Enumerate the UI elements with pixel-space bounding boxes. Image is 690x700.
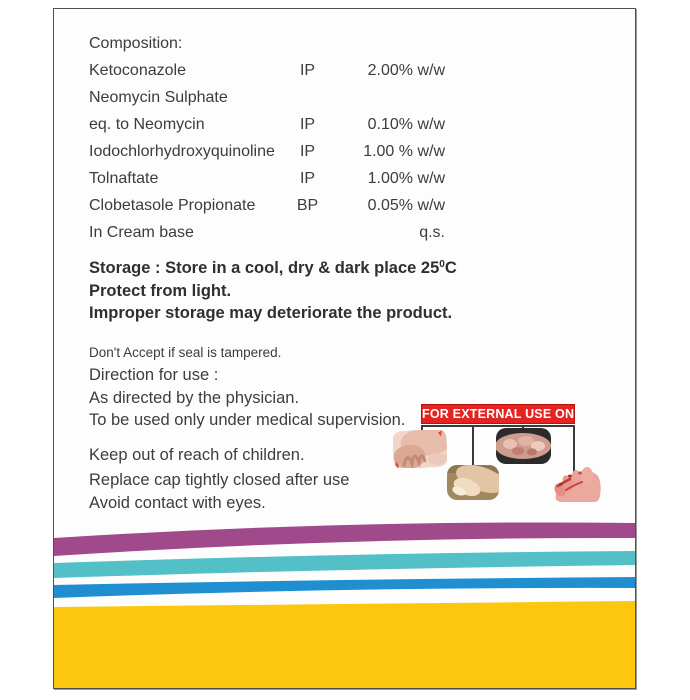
ingredient-strength: 1.00 % w/w — [363, 143, 445, 160]
ingredient-name: Tolnaftate — [89, 170, 159, 187]
ingredient-grade — [290, 219, 325, 246]
ingredient-name: Ketoconazole — [89, 62, 186, 79]
ingredient-grade: IP — [299, 143, 316, 160]
ingredient-strength — [325, 84, 445, 111]
ingredient-name: In Cream base — [89, 224, 194, 241]
directions-line: Avoid contact with eyes. — [89, 494, 266, 512]
label-border-box — [53, 8, 636, 689]
external-use-warning-banner: FOR EXTERNAL USE ONLY — [421, 404, 575, 424]
ingredient-grade — [290, 84, 325, 111]
ingredient-name: Clobetasole Propionate — [89, 197, 256, 214]
seal-warning-text: Don't Accept if seal is tampered. — [89, 345, 282, 360]
ingredient-grade: IP — [299, 170, 316, 187]
brand-stripes — [54, 514, 636, 689]
table-row — [89, 219, 445, 246]
connector-line-vertical — [472, 426, 474, 468]
stripe-yellow — [54, 601, 636, 689]
ingredient-strength: 2.00% w/w — [367, 62, 445, 79]
storage-line-3: Improper storage may deteriorate the product. — [89, 304, 453, 322]
ingredient-strength: 0.05% w/w — [367, 197, 445, 214]
directions-line: Keep out of reach of children. — [89, 446, 305, 464]
table-row — [89, 192, 445, 219]
ingredient-name: Iodochlorhydroxyquinoline — [89, 143, 275, 160]
storage-instructions — [89, 254, 457, 325]
directions-line: To be used only under medical supervision. — [89, 411, 406, 429]
composition-table — [89, 30, 445, 246]
storage-line-1: Storage : Store in a cool, dry & dark place $25^0C$ — [89, 259, 457, 277]
degree-superscript: 0 — [439, 259, 445, 270]
table-row — [89, 111, 445, 138]
stripe-teal — [54, 551, 636, 578]
table-row — [89, 165, 445, 192]
storage-line-2: Protect from light. — [89, 281, 232, 300]
directions-line: Replace cap tightly closed after use — [89, 471, 350, 489]
stripe-blue — [54, 577, 636, 598]
ingredient-strength: q.s. — [419, 224, 445, 241]
infected-toes-image — [550, 462, 602, 504]
table-row — [89, 57, 445, 84]
ingredient-strength: 1.00% w/w — [367, 170, 445, 187]
connector-line-horizontal — [421, 425, 575, 427]
itchy-skin-image — [393, 430, 447, 468]
ingredient-grade: IP — [299, 116, 316, 133]
table-row — [89, 138, 445, 165]
stripe-magenta — [54, 522, 636, 556]
ingredient-grade: IP — [299, 62, 316, 79]
composition-heading: Composition: — [89, 35, 183, 52]
ingredient-grade: BP — [296, 197, 319, 214]
directions-line: As directed by the physician. — [89, 389, 300, 407]
ingredient-name: Neomycin Sulphate — [89, 89, 228, 106]
infected-nail-image — [447, 465, 499, 500]
skin-rash-image — [496, 428, 551, 464]
table-row — [89, 84, 445, 111]
ingredient-name: eq. to Neomycin — [89, 116, 205, 133]
directions-heading: Direction for use : — [89, 366, 219, 384]
ingredient-strength: 0.10% w/w — [367, 116, 445, 133]
